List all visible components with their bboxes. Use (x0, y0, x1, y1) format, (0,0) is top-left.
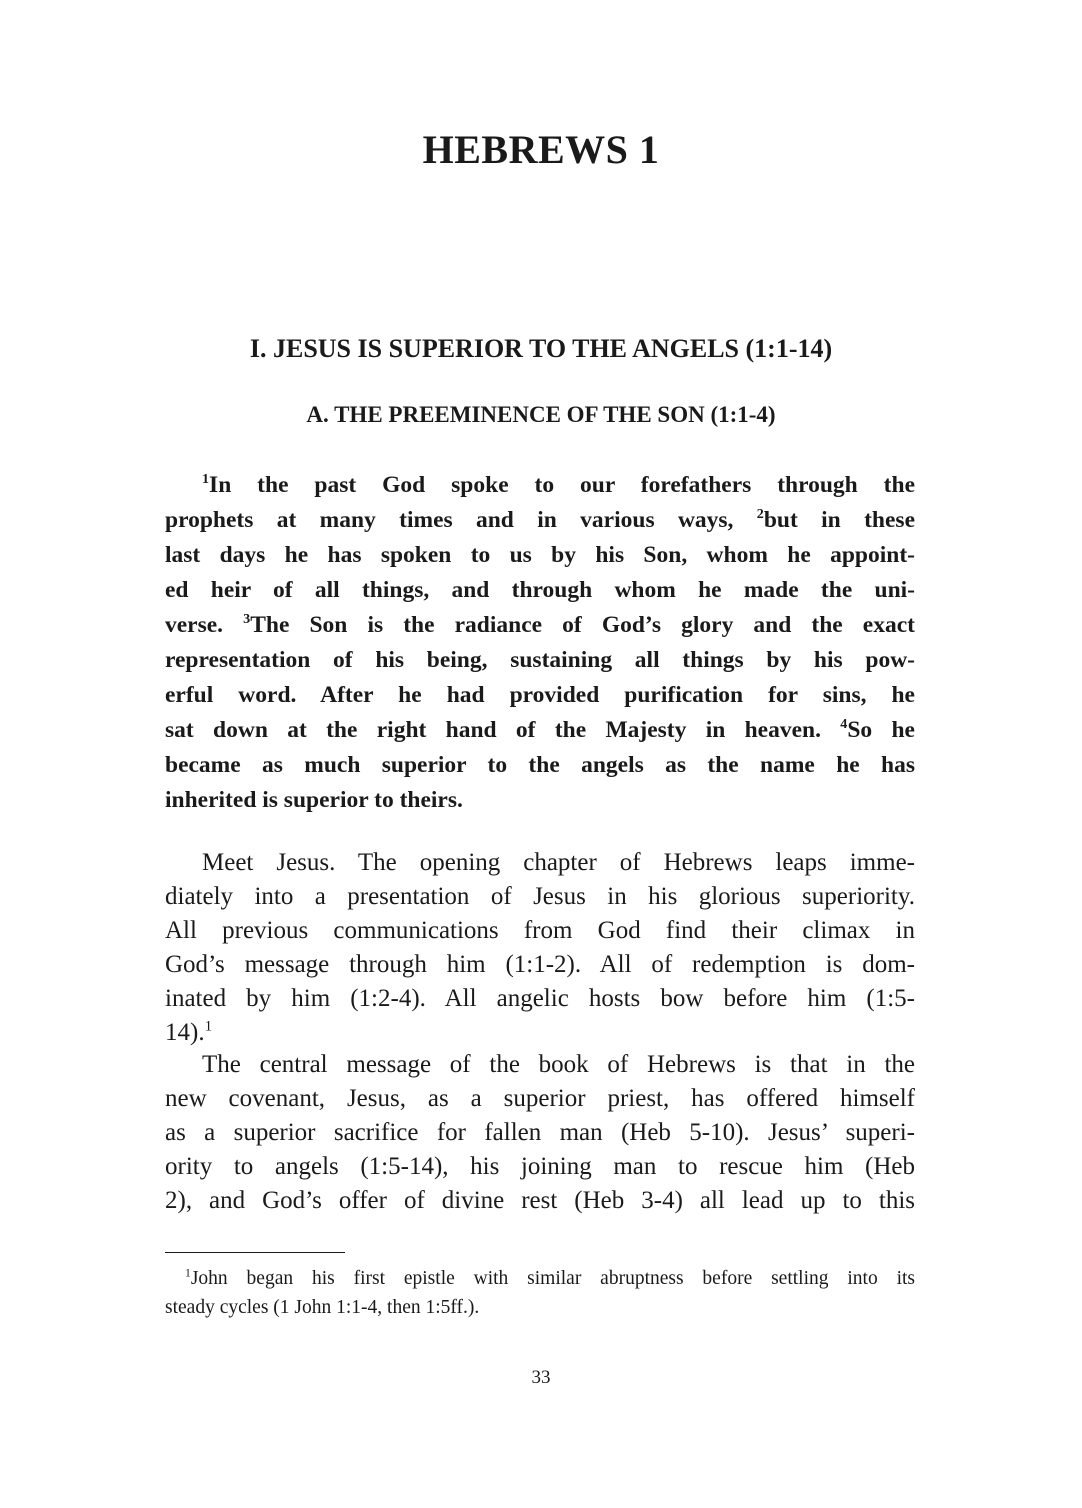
commentary-line: inated by him (1:2-4). All angelic hosts bow before him (1:5- (165, 985, 915, 1012)
commentary-paragraph-1 (165, 846, 915, 1050)
scripture-text: In the past God spoke to our forefathers through the (209, 472, 915, 498)
scripture-text: but in these (763, 507, 916, 533)
footnote-divider (165, 1252, 345, 1253)
scripture-line: last days he has spoken to us by his Son, whom he appoint- (165, 542, 915, 568)
scripture-line: became as much superior to the angels as the name he has (165, 752, 915, 778)
scripture-line (165, 608, 915, 643)
commentary-line (165, 1016, 915, 1050)
commentary-line: 2), and God’s offer of divine rest (Heb 3-4) all lead up to this (165, 1187, 915, 1214)
commentary-line: new covenant, Jesus, as a superior priest, has offered himself (165, 1085, 915, 1112)
commentary-line: Meet Jesus. The opening chapter of Hebrews leaps imme- (202, 849, 915, 876)
footnote-marker: 1 (185, 1266, 191, 1280)
commentary-text: 14). (165, 1019, 205, 1046)
scripture-text: sat down at the right hand of the Majesty in heaven. (165, 717, 841, 743)
scripture-text: The Son is the radiance of God’s glory and the exact (250, 612, 915, 638)
subsection-heading: A. THE PREEMINENCE OF THE SON (1:1-4) (306, 402, 776, 427)
footnote (165, 1264, 915, 1322)
commentary-line: God’s message through him (1:1-2). All of redemption is dom- (165, 951, 915, 978)
scripture-line: erful word. After he had provided purification for sins, he (165, 682, 915, 708)
commentary-line: diately into a presentation of Jesus in his glorious superiority. (165, 883, 915, 910)
scripture-text: So he (847, 717, 915, 743)
scripture-line: inherited is superior to theirs. (165, 787, 463, 813)
scripture-line (165, 713, 915, 748)
scripture-line: representation of his being, sustaining all things by his pow- (165, 647, 915, 673)
verse-number: 1 (202, 471, 210, 488)
scripture-line (165, 503, 915, 538)
section-heading: I. JESUS IS SUPERIOR TO THE ANGELS (1:1-14) (249, 334, 833, 363)
commentary-line: The central message of the book of Hebrews is that in the (202, 1051, 915, 1078)
verse-number: 3 (243, 611, 251, 628)
commentary-line: ority to angels (1:5-14), his joining man to rescue him (Heb (165, 1153, 915, 1180)
footnote-reference[interactable]: 1 (204, 1018, 213, 1035)
verse-number: 2 (756, 506, 764, 523)
scripture-line (165, 468, 915, 503)
page-number: 33 (531, 1367, 551, 1388)
verse-number: 4 (840, 716, 848, 733)
footnote-line: steady cycles (1 John 1:1-4, then 1:5ff.). (165, 1297, 480, 1318)
scripture-line: ed heir of all things, and through whom he made the uni- (165, 577, 915, 603)
commentary-line: as a superior sacrifice for fallen man (Heb 5-10). Jesus’ superi- (165, 1119, 915, 1146)
scripture-passage (165, 468, 915, 818)
footnote-line (165, 1264, 915, 1293)
chapter-title: HEBREWS 1 (422, 127, 660, 172)
scripture-text: prophets at many times and in various ways, (165, 507, 757, 533)
scripture-text: verse. (165, 612, 244, 638)
footnote-text: John began his first epistle with similar abruptness before settling into its (190, 1268, 915, 1289)
commentary-line: All previous communications from God find their climax in (165, 917, 915, 944)
commentary-paragraph-2 (165, 1048, 915, 1218)
